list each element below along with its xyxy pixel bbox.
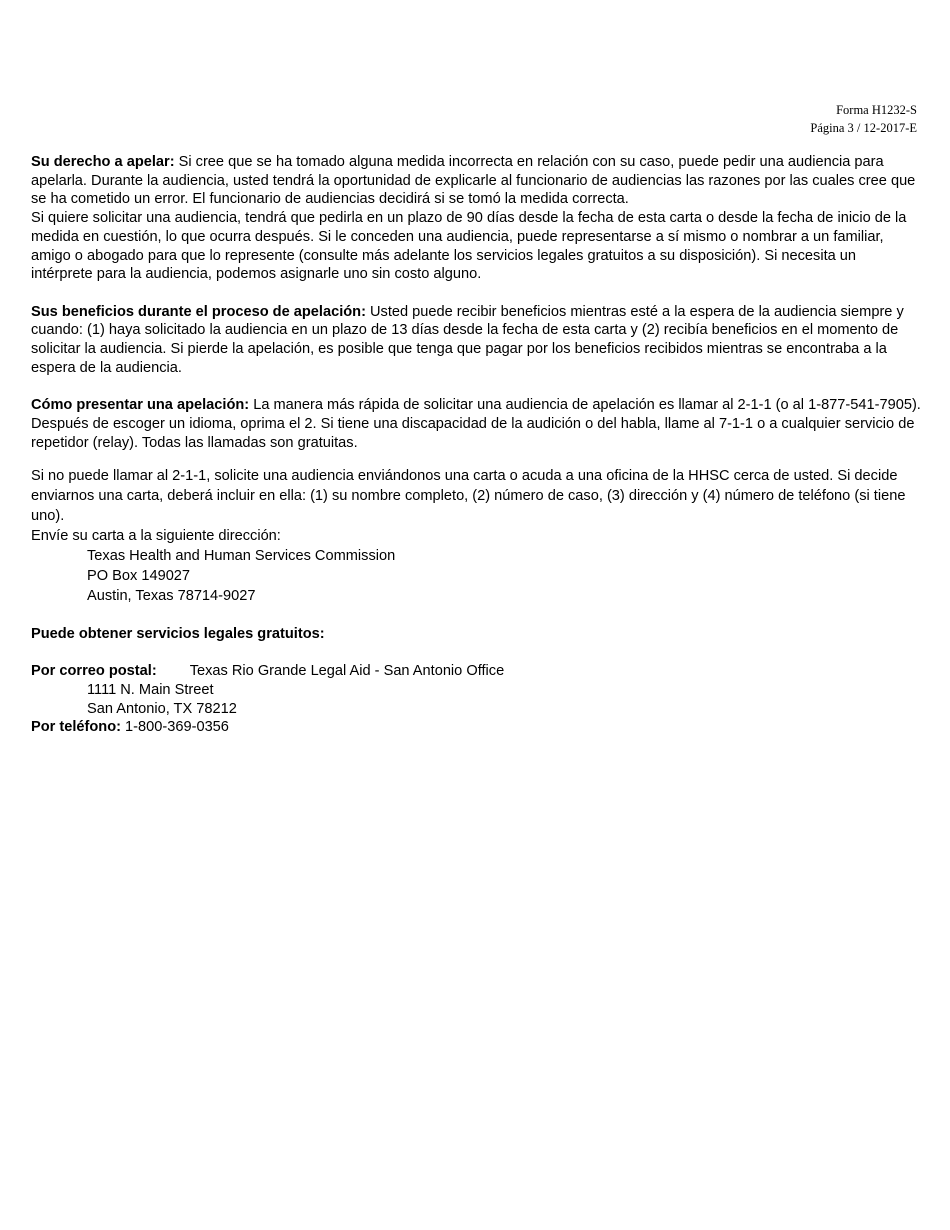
phone-label: Por teléfono:	[31, 719, 121, 736]
legal-services-heading	[31, 625, 921, 644]
address-line-1: Texas Health and Human Services Commission	[87, 548, 396, 565]
form-header	[810, 101, 917, 137]
mail-label: Por correo postal:	[31, 663, 157, 680]
appeal-right-heading: Su derecho a apelar:	[31, 154, 175, 170]
legal-street: 1111 N. Main Street	[87, 682, 214, 698]
appeal-deadline-paragraph: Si quiere solicitar una audiencia, tendrá que pedirla en un plazo de 90 días desde la fecha de esta carta o desde la fecha de inicio de la medida en cuestión, lo que ocurra después. Si le conceden una audiencia, puede representarse a sí mismo o nombrar a un familiar, amigo o abogado para que lo represente (consulte más adelante los servicios legales gratuitos a su disposición). Si necesita un intérprete para la audiencia, podemos asignarle uno sin costo alguno.	[31, 210, 907, 283]
benefits-text: Usted puede recibir beneficios mientras esté a la espera de la audiencia siempre y cuando: (1) haya solicitado la audiencia en un plazo de 13 días desde la fecha de esta carta y (2) recibía beneficios en el momento de solicitar la audiencia. Si pierde la apelación, es posible que tenga que pagar por los beneficios recibidos mientras se encontraba a la espera de la audiencia.	[31, 303, 904, 376]
benefits-paragraph	[31, 303, 921, 378]
page-info: Página 3 / 12-2017-E	[810, 121, 917, 135]
address-line-3: Austin, Texas 78714-9027	[87, 588, 256, 605]
legal-mail-line	[31, 662, 921, 681]
legal-org-name: Texas Rio Grande Legal Aid - San Antonio Office	[189, 663, 505, 680]
address-line-2: PO Box 149027	[87, 568, 191, 585]
legal-services-heading-text: Puede obtener servicios legales gratuitos:	[31, 625, 325, 642]
how-to-appeal-text: La manera más rápida de solicitar una audiencia de apelación es llamar al 2-1-1 (o al 1-877-541-7905). Después de escoger un idioma, oprima el 2. Si tiene una discapacidad de la audición o del habla, llame al 7-1-1 o a cualquier servicio de repetidor (relay). Todas las llamadas son gratuitas.	[31, 397, 921, 451]
send-to-line: Envíe su carta a la siguiente dirección:	[31, 528, 281, 545]
how-to-appeal-paragraph	[31, 396, 921, 452]
legal-phone-number: 1-800-369-0356	[121, 719, 229, 736]
letter-body	[31, 153, 921, 737]
benefits-heading: Sus beneficios durante el proceso de apelación:	[31, 303, 366, 320]
legal-address	[31, 681, 921, 718]
legal-city: San Antonio, TX 78212	[87, 700, 237, 717]
how-to-appeal-heading: Cómo presentar una apelación:	[31, 397, 250, 414]
form-number: Forma H1232-S	[836, 103, 917, 117]
appeal-right-text: Si cree que se ha tomado alguna medida incorrecta en relación con su caso, puede pedir una audiencia para apelarla. Durante la audiencia, usted tendrá la oportunidad de explicarle al funcionario de audiencias las razones por las cuales cree que se ha cometido un error. El funcionario de audiencias decidirá si se tomó la medida correcta.	[31, 154, 916, 208]
hhsc-address	[31, 546, 921, 606]
legal-phone-line	[31, 718, 921, 737]
mail-request-paragraph: Si no puede llamar al 2-1-1, solicite una audiencia enviándonos una carta o acuda a una oficina de la HHSC cerca de usted. Si decide enviarnos una carta, deberá incluir en ella: (1) su nombre completo, (2) número de caso, (3) dirección y (4) número de teléfono (si tiene uno).	[31, 468, 906, 525]
appeal-right-paragraph	[31, 153, 921, 209]
